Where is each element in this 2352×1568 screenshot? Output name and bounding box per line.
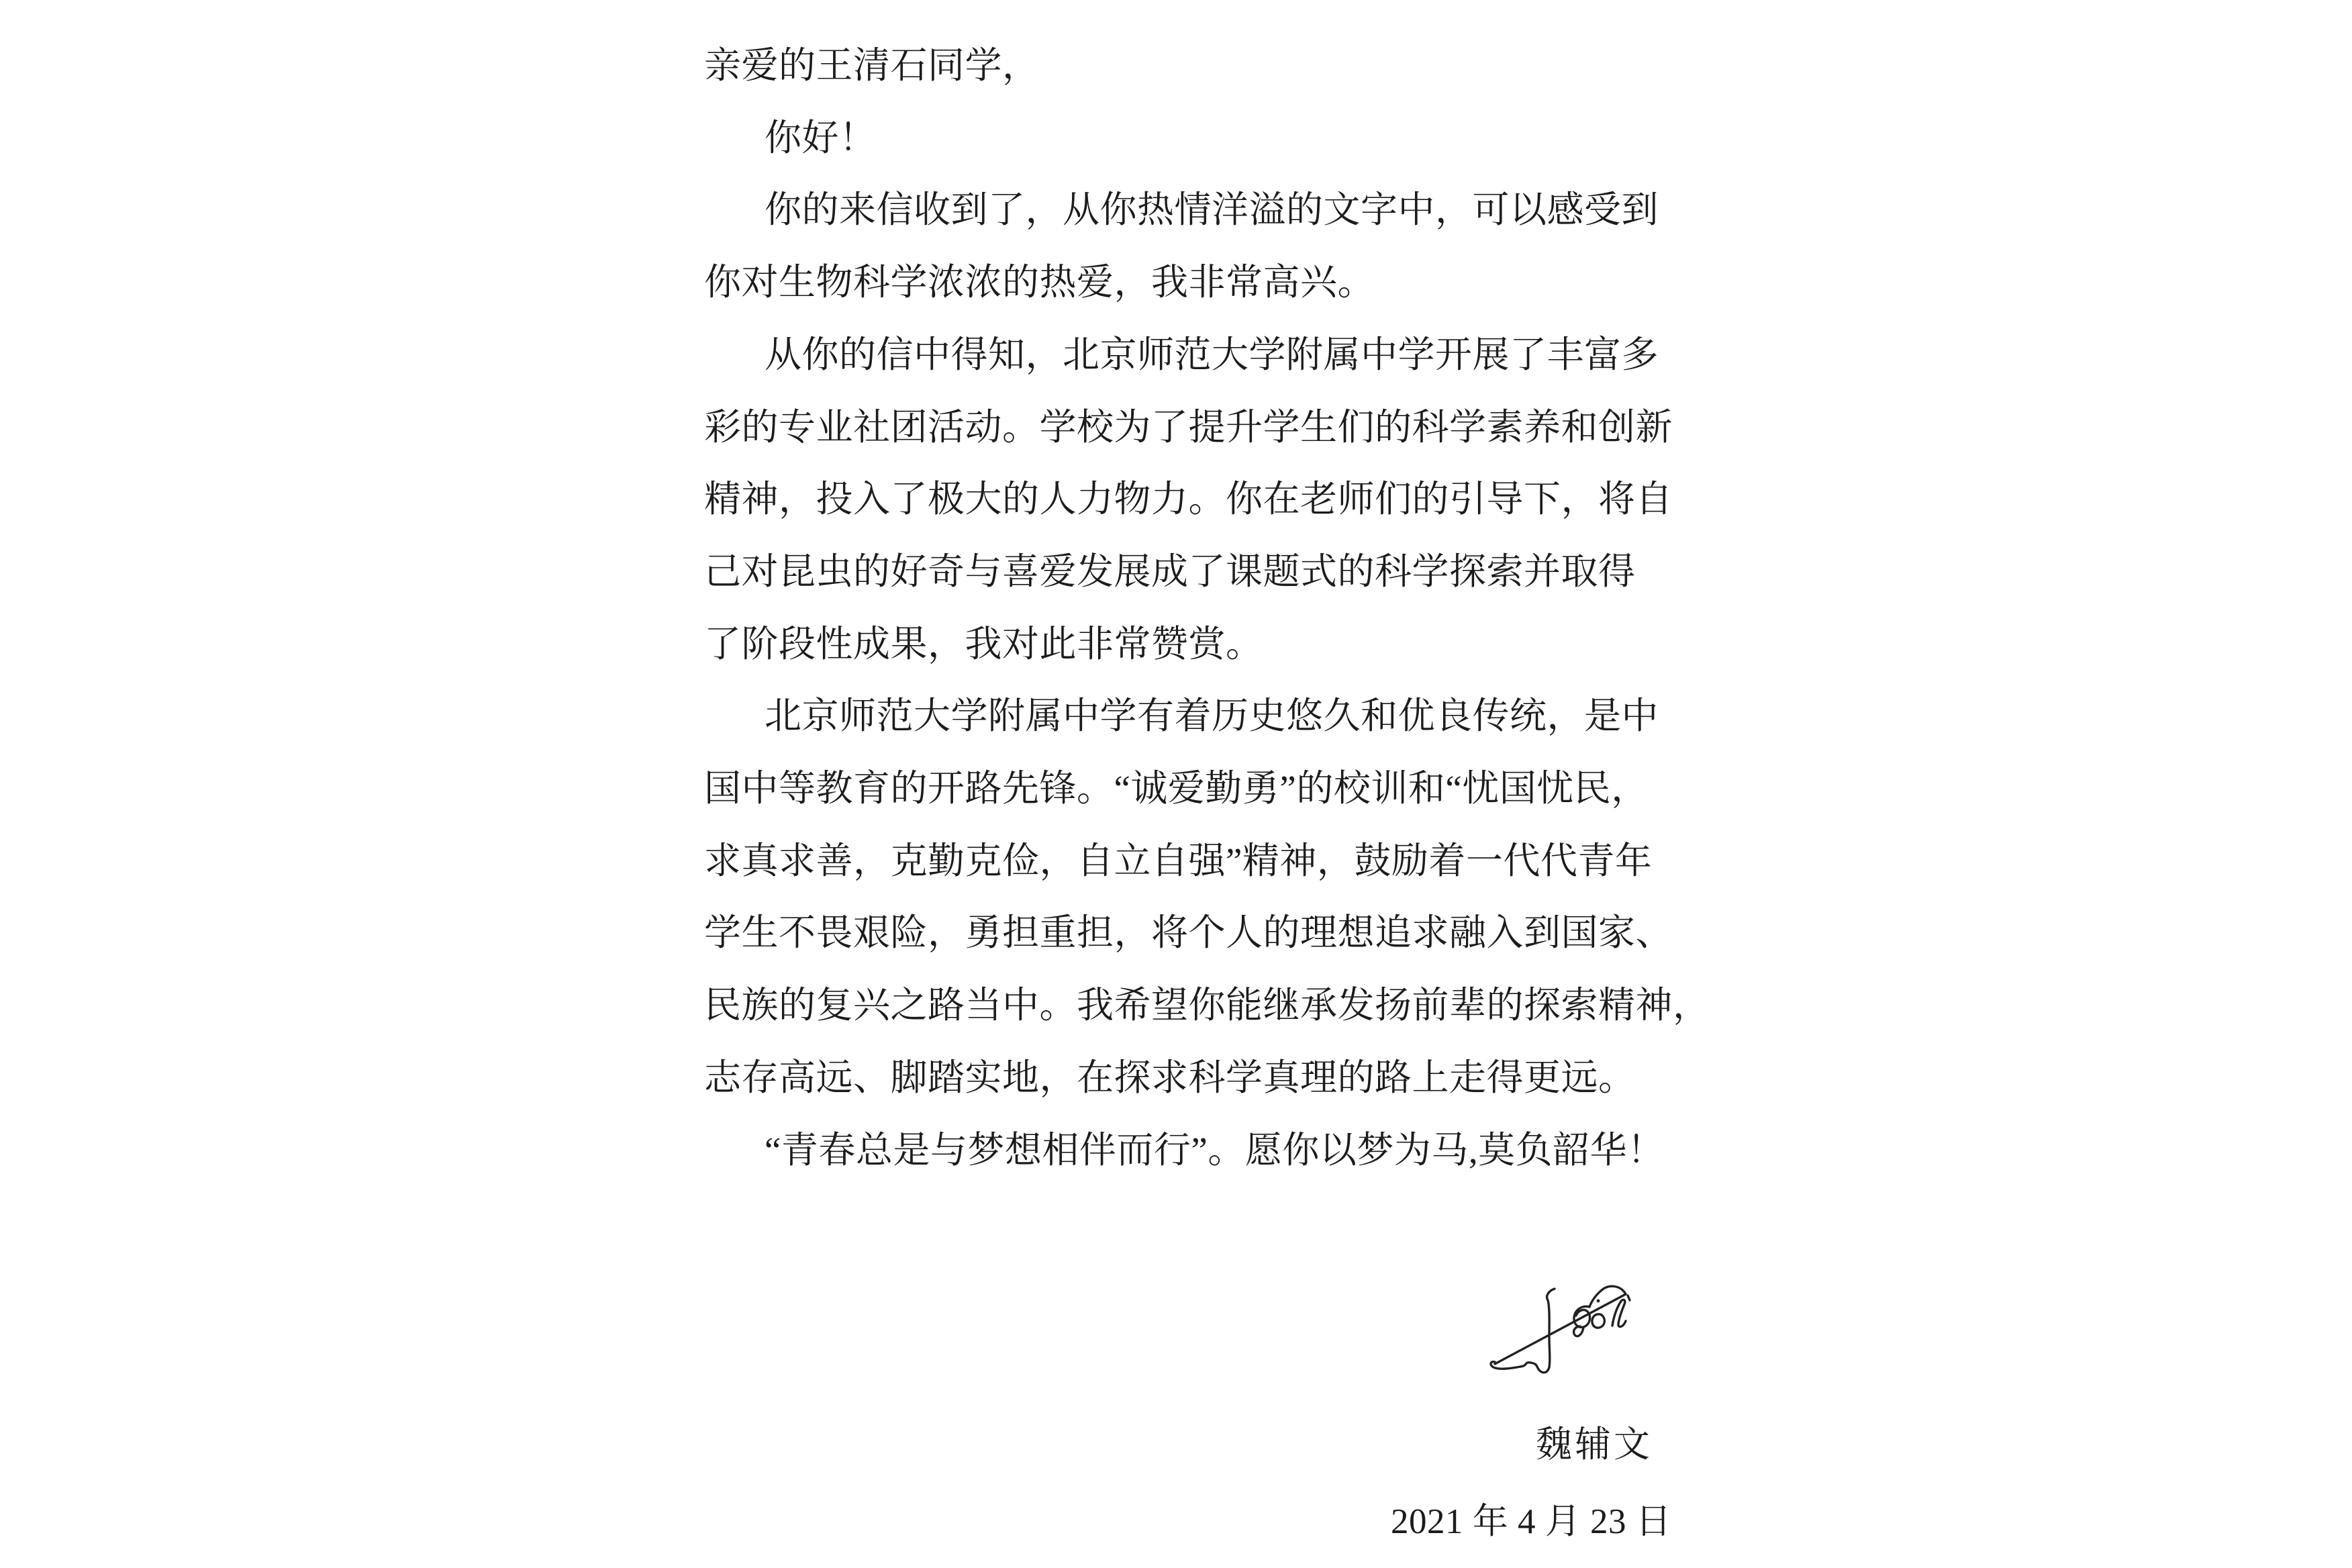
letter-line: 彩的专业社团活动。学校为了提升学生们的科学素养和创新 <box>704 406 1673 448</box>
letter-line: 亲爱的王清石同学， <box>704 45 1040 86</box>
letter-line: 求真求善，克勤克俭，自立自强”精神，鼓励着一代代青年 <box>704 840 1653 881</box>
letter-line: 己对昆虫的好奇与喜爱发展成了课题式的科学探索并取得 <box>704 550 1636 592</box>
letter-line: 从你的信中得知，北京师范大学附属中学开展了丰富多 <box>765 334 1659 375</box>
signature-date: 2021 年 4 月 23 日 <box>1391 1502 1672 1541</box>
letter-line: 学生不畏艰险，勇担重担，将个人的理想追求融入到国家、 <box>704 912 1673 954</box>
letter-line: 了阶段性成果，我对此非常赞赏。 <box>704 623 1263 665</box>
handwritten-signature <box>1489 1275 1704 1410</box>
letter-line: 你好！ <box>765 117 877 158</box>
letter-line: 民族的复兴之路当中。我希望你能继承发扬前辈的探索精神， <box>704 985 1710 1026</box>
letter-body <box>704 30 1751 1186</box>
letter-line: 你的来信收到了，从你热情洋溢的文字中，可以感受到 <box>765 189 1659 231</box>
letter-line: 志存高远、脚踏实地，在探求科学真理的路上走得更远。 <box>704 1057 1636 1098</box>
letter-line: “青春总是与梦想相伴而行”。愿你以梦为马,莫负韶华！ <box>765 1129 1665 1171</box>
letter-line: 北京师范大学附属中学有着历史悠久和优良传统，是中 <box>765 695 1659 737</box>
signature-name: 魏辅文 <box>1536 1424 1653 1465</box>
letter-line: 精神，投入了极大的人力物力。你在老师们的引导下，将自 <box>704 479 1673 520</box>
letter-line: 你对生物科学浓浓的热爱，我非常高兴。 <box>704 262 1375 303</box>
letter-line: 国中等教育的开路先锋。“诚爱勤勇”的校训和“忧国忧民， <box>704 768 1649 810</box>
